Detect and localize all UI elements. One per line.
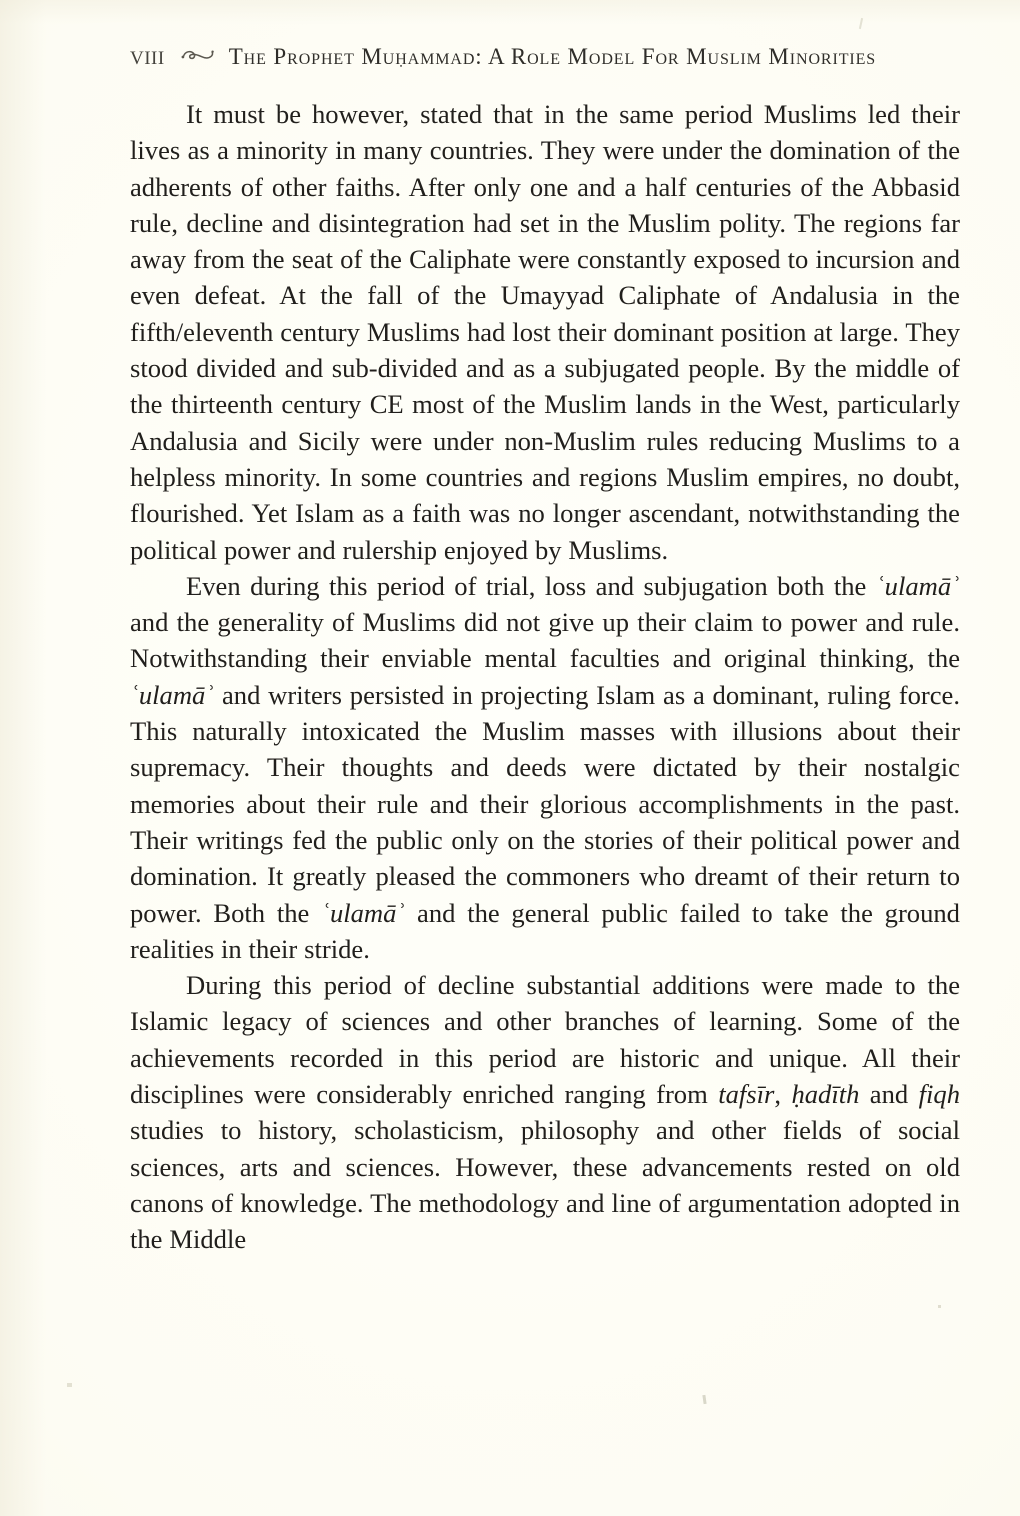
- transliterated-term: ʿulamāʾ: [130, 679, 215, 710]
- scan-artifact-speck: [859, 18, 863, 29]
- transliterated-term: tafsīr: [718, 1079, 775, 1110]
- paragraph: During this period of decline substantial additions were made to the Islamic legacy of sciences and other branches of learning. Some of the achievements recorded in this period are historic and unique. All their disciplines were considerably enriched ranging from tafsīr, ḥadīth and fiqh studies to history, scholasticism, philosophy and other fields of social sciences, arts and sciences. However, these advancements rested on old canons of knowledge. The methodology and line of argumentation adopted in the Middle: [130, 970, 960, 1255]
- transliterated-term: ʿulamāʾ: [321, 897, 406, 928]
- scan-artifact-speck: [702, 1395, 706, 1404]
- running-head-title: The Prophet Muḥammad: A Role Model For Muslim Minorities: [228, 44, 877, 69]
- page-top-shading: [0, 0, 1020, 24]
- swash-flourish-ornament: [181, 48, 215, 62]
- running-head: [130, 44, 960, 74]
- transliterated-term: ḥadīth: [791, 1079, 860, 1110]
- page-left-shading: [0, 0, 46, 1516]
- transliterated-term: ʿulamāʾ: [875, 570, 960, 601]
- scan-artifact-speck: [67, 1383, 72, 1387]
- transliterated-term: fiqh: [918, 1079, 960, 1110]
- scan-artifact-speck: [938, 1305, 941, 1308]
- paragraph: Even during this period of trial, loss and subjugation both the ʿulamāʾ and the generality of Muslims did not give up their claim to power and rule. Notwithstanding their enviable mental faculties and original thinking, the ʿulamāʾ and writers persisted in projecting Islam as a dominant, ruling force. This naturally intoxicated the Muslim masses with illusions about their supremacy. Their thoughts and deeds were dictated by their nostalgic memories about their rule and their glorious accomplishments in the past. Their writings fed the public only on the stories of their political power and domination. It greatly pleased the commoners who dreamt of their return to power. Both the ʿulamāʾ and the general public failed to take the ground realities in their stride.: [130, 570, 960, 964]
- paragraph: It must be however, stated that in the same period Muslims led their lives as a minority in many countries. They were under the domination of the adherents of other faiths. After only one and a half centuries of the Abbasid rule, decline and disintegration had set in the Muslim polity. The regions far away from the seat of the Caliphate were constantly exposed to incursion and even defeat. At the fall of the Umayyad Caliphate of Andalusia in the fifth/eleventh century Muslims had lost their dominant position at large. They stood divided and sub-divided and as a subjugated people. By the middle of the thirteenth century CE most of the Muslim lands in the West, particularly Andalusia and Sicily were under non-Muslim rules reducing Muslims to a helpless minority. In some countries and regions Muslim empires, no doubt, flourished. Yet Islam as a faith was no longer ascendant, notwithstanding the political power and rulership enjoyed by Muslims.: [130, 99, 960, 565]
- body-text-block: [130, 96, 960, 1258]
- page-folio-number: VIII: [130, 48, 165, 69]
